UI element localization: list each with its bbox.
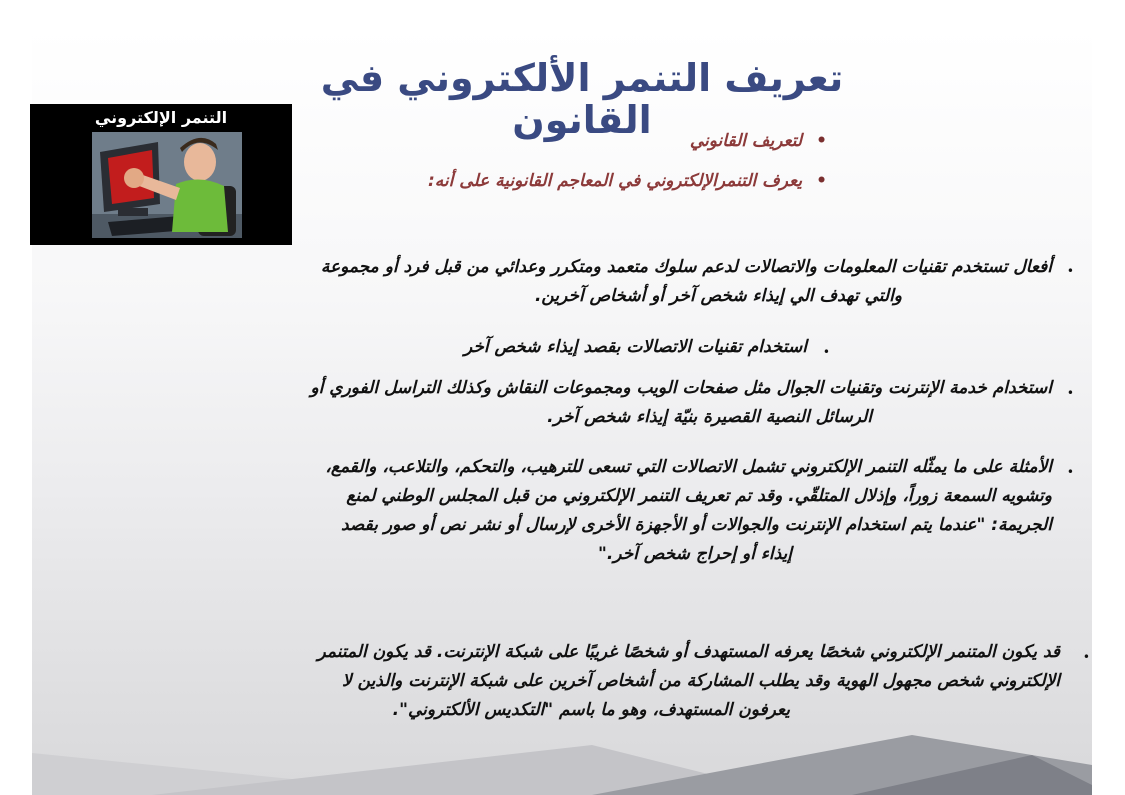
subtitle-dictionary-definition: •يعرف التنمرالإلكتروني في المعاجم القانونية على أنه: — [427, 171, 827, 191]
decorative-shapes — [32, 725, 1092, 795]
bullet-icon: • — [1082, 650, 1090, 664]
point-4-line-3: الجريمة: "عندما يتم استخدام الإنترنت والجوالات أو الأجهزة الأخرى لإرسال أو نشر نص أو صور بقصد — [340, 515, 1052, 535]
point-4-line-2: وتشويه السمعة زوراً، وإذلال المتلقّي. وقد تم تعريف التنمر الإلكتروني من قبل المجلس الوطني لمنع — [346, 486, 1052, 506]
point-1-line-1: أفعال تستخدم تقنيات المعلومات والاتصالات لدعم سلوك متعمد ومتكرر وعدائي من قبل فرد أو مجموعة — [320, 257, 1052, 277]
point-1 — [52, 253, 1052, 311]
point-5-line-1: قد يكون المتنمر الإلكتروني شخصًا يعرفه المستهدف أو شخصًا غريبًا على شبكة الإنترنت. قد يكون المتنمر — [317, 642, 1060, 662]
point-4 — [42, 453, 1052, 569]
page-title: تعريف التنمر الألكتروني في القانون — [320, 56, 844, 142]
bullet-icon: • — [1066, 465, 1074, 479]
bullet-icon: • — [822, 345, 830, 359]
point-1-line-2: والتي تهدف الي إيذاء شخص آخر أو أشخاص آخرين. — [534, 286, 902, 306]
point-5-line-2: الإلكتروني شخص مجهول الهوية وقد يطلب المشاركة من أشخاص آخرين على شبكة الإنترنت والذين لا — [342, 671, 1060, 691]
bullet-icon: • — [816, 131, 827, 151]
point-3 — [42, 374, 1052, 432]
point-5 — [40, 638, 1060, 725]
subtitle-legal-definition: •لتعريف القانوني — [689, 131, 827, 151]
point-5-line-3: يعرفون المستهدف، وهو ما باسم "التكديس الألكتروني". — [392, 700, 790, 720]
bullet-icon: • — [1066, 386, 1074, 400]
point-2 — [287, 333, 807, 362]
point-4-line-4: إيذاء أو إحراج شخص آخر." — [598, 544, 792, 564]
point-2-line-1: استخدام تقنيات الاتصالات بقصد إيذاء شخص آخر — [463, 337, 807, 357]
point-4-line-1: الأمثلة على ما يمثّله التنمر الإلكتروني تشمل الاتصالات التي تسعى للترهيب، والتحكم، والتلاعب، والقمع، — [325, 457, 1052, 477]
bullet-icon: • — [816, 171, 827, 191]
point-3-line-1: استخدام خدمة الإنترنت وتقنيات الجوال مثل صفحات الويب ومجموعات النقاش وكذلك التراسل الفوري أو — [310, 378, 1052, 398]
cyberbully-illustration-icon — [30, 104, 292, 245]
bullet-icon: • — [1066, 264, 1074, 278]
image-caption: التنمر الإلكتروني — [94, 108, 228, 127]
point-3-line-2: الرسائل النصية القصيرة بنيّة إيذاء شخص آخر. — [547, 407, 872, 427]
